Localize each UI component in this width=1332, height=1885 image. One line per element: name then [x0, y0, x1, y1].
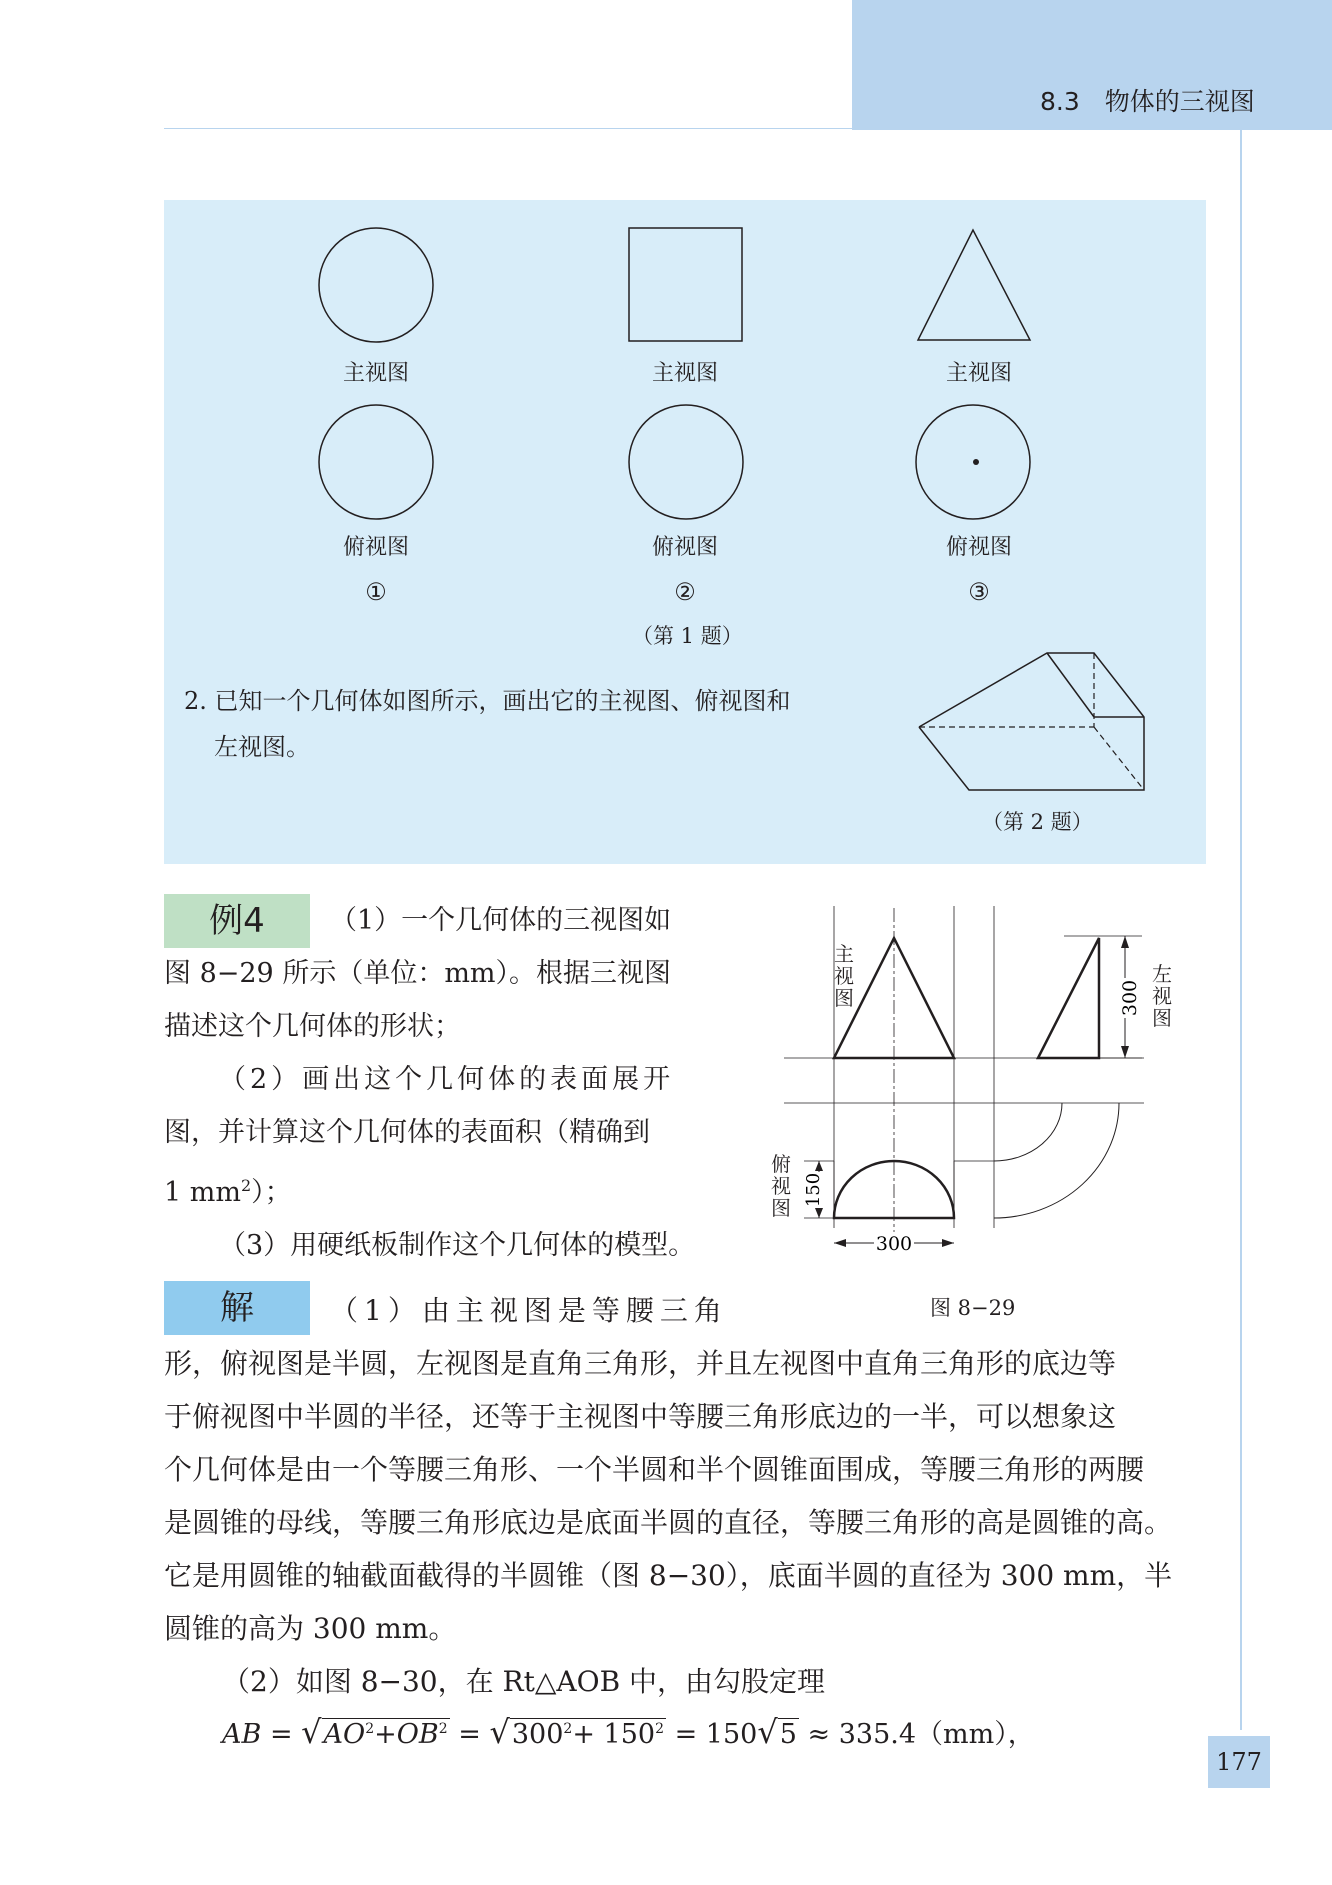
- caption-ex1: （第 1 题）: [632, 624, 743, 648]
- solution-line: 圆锥的高为 300 mm。: [164, 1612, 457, 1645]
- margin-line: [1240, 130, 1242, 1730]
- solution-body: [164, 1337, 1204, 1708]
- dim-width: 300: [875, 1233, 913, 1255]
- formula-eq2: =: [458, 1719, 481, 1750]
- ex4-line1: （1）一个几何体的三视图如: [330, 905, 672, 936]
- num150b: 150: [705, 1719, 758, 1750]
- fig2-top-circle: [629, 405, 743, 519]
- ex4-unit: 1 mm: [164, 1177, 241, 1208]
- plus1: +: [374, 1719, 397, 1750]
- ex4-line3: 描述这个几何体的形状；: [164, 1011, 461, 1042]
- number-3: ③: [968, 578, 990, 606]
- fig1-front-circle: [319, 228, 433, 342]
- fig3-front-triangle: [918, 230, 1030, 340]
- page-number: 177: [1208, 1736, 1270, 1788]
- label-top-view: 俯视图: [771, 1152, 791, 1220]
- left-view-triangle: [1038, 938, 1099, 1058]
- ex4-line6: [164, 1159, 719, 1219]
- label-top-2: 俯视图: [651, 535, 718, 560]
- ex4-line6-end: ）；: [251, 1177, 292, 1208]
- formula-lhs: AB: [222, 1719, 262, 1750]
- header-rule: [164, 128, 852, 129]
- section-title: 8.3 物体的三视图: [1040, 87, 1255, 116]
- solution-line: 形，俯视图是半圆，左视图是直角三角形，并且左视图中直角三角形的底边等: [164, 1347, 1117, 1380]
- transfer-arc: [994, 1103, 1062, 1161]
- num5: 5: [779, 1719, 797, 1750]
- solution-line: 于俯视图中半圆的半径，还等于主视图中等腰三角形底边的一半，可以想象这: [164, 1400, 1117, 1433]
- formula-result: ≈ 335.4（mm），: [807, 1719, 1035, 1750]
- label-top-3: 俯视图: [945, 535, 1012, 560]
- label-front-2: 主视图: [651, 361, 718, 386]
- label-front-1: 主视图: [342, 361, 409, 386]
- figure-8-29: [764, 898, 1172, 1272]
- prism-figure: [919, 653, 1144, 790]
- dim-height: 300: [1119, 979, 1141, 1017]
- label-main-view: 主视图: [834, 942, 854, 1010]
- solution-line: 它是用圆锥的轴截面截得的半圆锥（图 8−30），底面半圆的直径为 300 mm，半: [164, 1559, 1173, 1592]
- fig1-top-circle: [319, 405, 433, 519]
- number-2: ②: [674, 578, 696, 606]
- pythagoras-formula: AB = $√AO^2+OB^2 = √300^2+ 150^2 = 150√5 \approx 335.4(mm)$，: [222, 1713, 1035, 1751]
- ex4-line4: （2）画出这个几何体的表面展开: [219, 1064, 675, 1095]
- label-top-1: 俯视图: [342, 535, 409, 560]
- label-front-3: 主视图: [945, 361, 1012, 386]
- solution-line: 个几何体是由一个等腰三角形、一个半圆和半个圆锥面围成，等腰三角形的两腰: [164, 1453, 1145, 1486]
- figure-caption: 图 8−29: [930, 1296, 1016, 1320]
- formula-ob: OB: [396, 1719, 439, 1750]
- sq4: 2: [655, 1721, 664, 1737]
- exercise2-text: [184, 678, 884, 770]
- formula-eq: =: [269, 1719, 293, 1750]
- num150: + 150: [572, 1719, 656, 1750]
- example4-text: [164, 894, 719, 1272]
- fig3-center-dot: [973, 459, 979, 465]
- formula-ao: AO: [323, 1719, 366, 1750]
- ex4-unit-sup: 2: [240, 1176, 252, 1195]
- exercise2-line2: 左视图。: [214, 733, 310, 761]
- sq2: 2: [438, 1721, 448, 1737]
- num300: 300: [511, 1719, 564, 1750]
- ex4-line2: 图 8−29 所示（单位：mm）。根据三视图: [164, 958, 672, 989]
- label-left-view: 左视图: [1152, 962, 1172, 1030]
- solution-line: （2）如图 8−30，在 Rt△AOB 中，由勾股定理: [222, 1665, 826, 1698]
- sq3: 2: [563, 1721, 573, 1737]
- three-view-drawing: [764, 898, 1164, 1268]
- solution-first-line: （1）由主视图是等腰三角: [330, 1294, 728, 1327]
- fig2-front-square: [629, 228, 742, 341]
- exercise2-line1: 2. 已知一个几何体如图所示，画出它的主视图、俯视图和: [184, 687, 791, 715]
- solution-line: 是圆锥的母线，等腰三角形底边是底面半圆的直径，等腰三角形的高是圆锥的高。: [164, 1506, 1173, 1539]
- ex4-line7: （3）用硬纸板制作这个几何体的模型。: [219, 1230, 696, 1261]
- caption-ex2: （第 2 题）: [982, 810, 1093, 834]
- number-1: ①: [365, 578, 387, 606]
- example-tag: 例4: [164, 894, 310, 948]
- transfer-arc-outer: [994, 1103, 1119, 1218]
- dim-radius: 150: [803, 1172, 824, 1208]
- sq1: 2: [365, 1721, 375, 1737]
- formula-eq3: =: [674, 1719, 698, 1750]
- ex4-line5: 图，并计算这个几何体的表面积（精确到: [164, 1117, 650, 1148]
- solution-tag: 解: [164, 1281, 310, 1335]
